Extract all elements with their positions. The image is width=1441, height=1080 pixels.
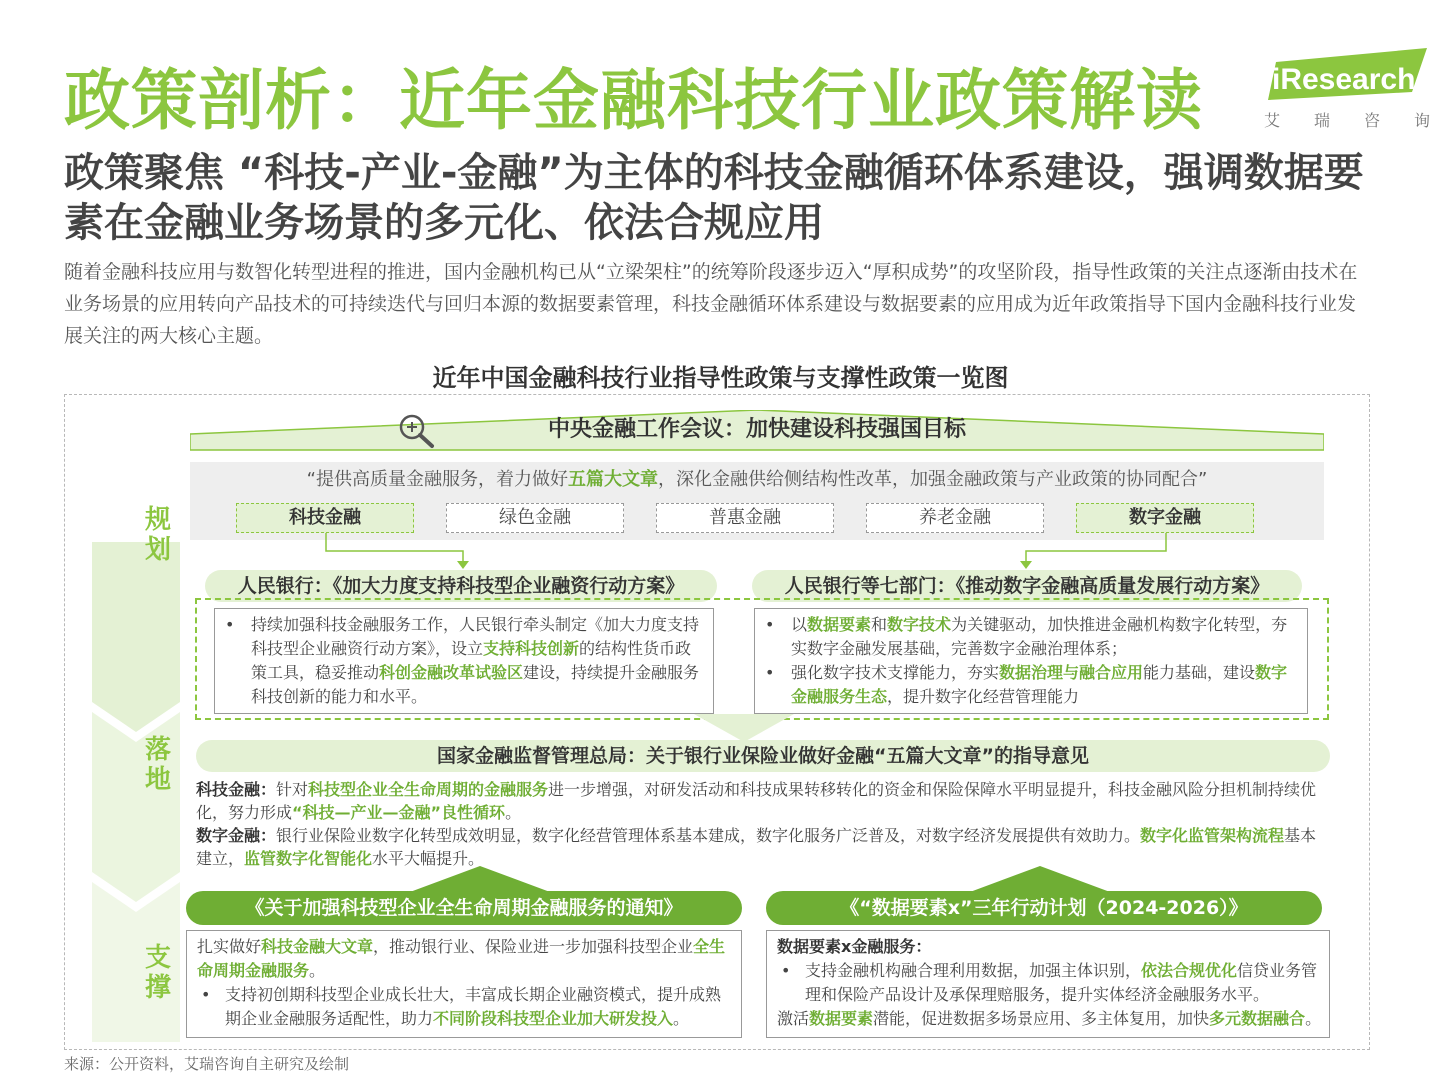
phase-land: 落地 xyxy=(144,735,171,795)
middle-guidance-text xyxy=(196,778,1330,870)
highlight-span: 支持科技创新 xyxy=(483,639,580,658)
support-right-label: 数据要素x金融服务： xyxy=(777,937,932,956)
central-quote xyxy=(190,465,1324,491)
highlight-span: 数字金融服务生态 xyxy=(791,663,1288,706)
highlight-span: 科创金融改革试验区 xyxy=(379,663,524,682)
support-right-p1 xyxy=(777,959,1323,1007)
quote-highlight: 五篇大文章 xyxy=(568,469,658,490)
highlight-span: 数据治理与融合应用 xyxy=(999,663,1144,682)
source-note: 来源：公开资料，艾瑞咨询自主研究及绘制 xyxy=(64,1055,350,1073)
highlight-span: 科技型企业全生命周期的金融服务 xyxy=(308,780,549,799)
support-right-p2 xyxy=(777,1007,1323,1031)
text-span: ，推动银行业、保险业进一步加强科技型企业 xyxy=(373,937,694,956)
middle-line-tech xyxy=(196,778,1330,824)
text-span: 。 xyxy=(1305,1009,1322,1028)
text-span: 和 xyxy=(871,615,888,634)
text-span: 。 xyxy=(505,803,522,822)
iresearch-logo xyxy=(1262,48,1427,108)
left-policy-bullet xyxy=(251,613,701,709)
text-span: 持续加强科技金融服务工作，人民银行牵头制定《加大力度支持科技型企业融资行动方案》，设立 xyxy=(251,615,700,658)
text-span: 建设，持续提升金融服务科技创新的能力和水平。 xyxy=(251,663,700,706)
text-span: 的结构性货币政策工具，稳妥推动 xyxy=(251,639,692,682)
text-span: 支持金融机构融合理利用数据，加强主体识别， xyxy=(805,961,1142,980)
text-span: 能力基础，建设 xyxy=(1143,663,1256,682)
logo-char: 询 xyxy=(1413,111,1430,130)
support-right-header: 《“数据要素x”三年行动计划（2024-2026）》 xyxy=(766,891,1322,925)
quote-text: ，深化金融供给侧结构性改革，加强金融政策与产业政策的协同配合” xyxy=(658,469,1208,490)
page-subtitle: 政策聚焦 “科技-产业-金融”为主体的科技金融循环体系建设，强调数据要素在金融业务场景的多元化、依法合规应用 xyxy=(64,150,1364,246)
label-span: 科技金融： xyxy=(196,780,277,799)
connector-left xyxy=(320,533,480,569)
right-policy-box xyxy=(754,608,1308,714)
intro-paragraph: 随着金融科技应用与数智化转型进程的推进，国内金融机构已从“立梁架柱”的统筹阶段逐步迈入“厚积成势”的攻坚阶段，指导性政策的关注点逐渐由技术在业务场景的应用转向产品技术的可持续迭代与回归本源的数据要素管理，科技金融循环体系建设与数据要素的应用成为近年政策指导下国内金融科技行业发展关注的两大核心主题。 xyxy=(64,261,1358,347)
support-right-box xyxy=(766,930,1330,1038)
right-policy-header: 人民银行等七部门：《推动数字金融高质量发展行动方案》 xyxy=(752,570,1302,602)
quote-text: “提供高质量金融服务，着力做好 xyxy=(306,469,568,490)
text-span: 。 xyxy=(673,1009,690,1028)
pill-tech-finance: 科技金融 xyxy=(236,503,414,533)
left-policy-header: 人民银行：《加大力度支持科技型企业融资行动方案》 xyxy=(205,570,717,602)
support-left-header: 《关于加强科技型企业全生命周期金融服务的通知》 xyxy=(186,891,742,925)
highlight-span: 数字化监管架构流程 xyxy=(1140,826,1285,845)
text-span: 银行业保险业数字化转型成效明显，数字化经营管理体系基本建成，数字化服务广泛普及，对数字经济发展提供有效助力。 xyxy=(276,826,1141,845)
support-left-box xyxy=(186,930,742,1038)
text-span: 基本建立， xyxy=(196,826,1317,868)
phase-plan: 规划 xyxy=(144,505,171,565)
highlight-span: 数据要素 xyxy=(809,1009,874,1028)
middle-line-digital xyxy=(196,824,1330,870)
highlight-span: 多元数据融合 xyxy=(1209,1009,1306,1028)
right-policy-bullet-2 xyxy=(791,661,1295,709)
text-span: 潜能，促进数据多场景应用、多主体复用，加快 xyxy=(873,1009,1210,1028)
pill-digital-finance: 数字金融 xyxy=(1076,503,1254,533)
text-span: 信贷业务管理和保险产品设计及承保理赔服务，提升实体经济金融服务水平。 xyxy=(805,961,1318,1004)
right-policy-bullet-1 xyxy=(791,613,1295,661)
text-span: 为关键驱动，加快推进金融机构数字化转型，夯实数字金融发展基础，完善数字金融治理体系； xyxy=(791,615,1288,658)
text-span: 针对 xyxy=(276,780,309,799)
central-banner-text: 中央金融工作会议：加快建设科技强国目标 xyxy=(547,417,966,442)
text-span: 激活 xyxy=(777,1009,810,1028)
diagram-title: 近年中国金融科技行业指导性政策与支撑性政策一览图 xyxy=(432,364,1009,392)
text-span: 。 xyxy=(309,961,326,980)
up-arrow-left xyxy=(410,866,550,892)
pill-green-finance: 绿色金融 xyxy=(446,503,624,533)
highlight-span: 数据要素 xyxy=(807,615,872,634)
highlight-span: 全生命周期金融服务 xyxy=(197,937,726,980)
logo-char: 咨 xyxy=(1363,111,1380,130)
logo-char: 瑞 xyxy=(1313,111,1330,130)
text-span: 以 xyxy=(791,615,808,634)
text-span: 扎实做好 xyxy=(197,937,262,956)
text-span: 支持初创期科技型企业成长壮大，丰富成长期企业融资模式，提升成熟期企业金融服务适配性，助力 xyxy=(225,985,722,1028)
text-span: ，提升数字化经营管理能力 xyxy=(887,687,1080,706)
pill-inclusive-finance: 普惠金融 xyxy=(656,503,834,533)
support-left-p2 xyxy=(197,983,735,1031)
phase-support: 支撑 xyxy=(144,943,171,1003)
page-title: 政策剖析：近年金融科技行业政策解读 xyxy=(64,62,1203,139)
svg-text:iResearch: iResearch xyxy=(1272,63,1416,96)
logo-char: 艾 xyxy=(1264,111,1281,130)
highlight-span: “科技—产业—金融”良性循环 xyxy=(292,803,506,822)
text-span: 进一步增强，对研发活动和科技成果转移转化的资金和保险保障水平明显提升，科技金融风险分担机制持续优化，努力形成 xyxy=(196,780,1317,822)
up-arrow-right xyxy=(970,866,1110,892)
text-span: 水平大幅提升。 xyxy=(372,849,485,868)
label-span: 数字金融： xyxy=(196,826,277,845)
highlight-span: 数字技术 xyxy=(887,615,952,634)
highlight-span: 监管数字化智能化 xyxy=(244,849,373,868)
highlight-span: 依法合规优化 xyxy=(1141,961,1238,980)
highlight-span: 科技金融大文章 xyxy=(261,937,374,956)
pill-pension-finance: 养老金融 xyxy=(866,503,1044,533)
logo-chars xyxy=(1264,108,1430,131)
text-span: 强化数字技术支撑能力，夯实 xyxy=(791,663,1000,682)
connector-right xyxy=(1020,533,1180,569)
down-arrow-middle xyxy=(694,714,794,742)
highlight-span: 不同阶段科技型企业加大研发投入 xyxy=(433,1009,674,1028)
support-left-p1 xyxy=(197,935,735,983)
middle-guidance-header: 国家金融监督管理总局：关于银行业保险业做好金融“五篇大文章”的指导意见 xyxy=(196,740,1330,772)
left-policy-box xyxy=(214,608,714,714)
